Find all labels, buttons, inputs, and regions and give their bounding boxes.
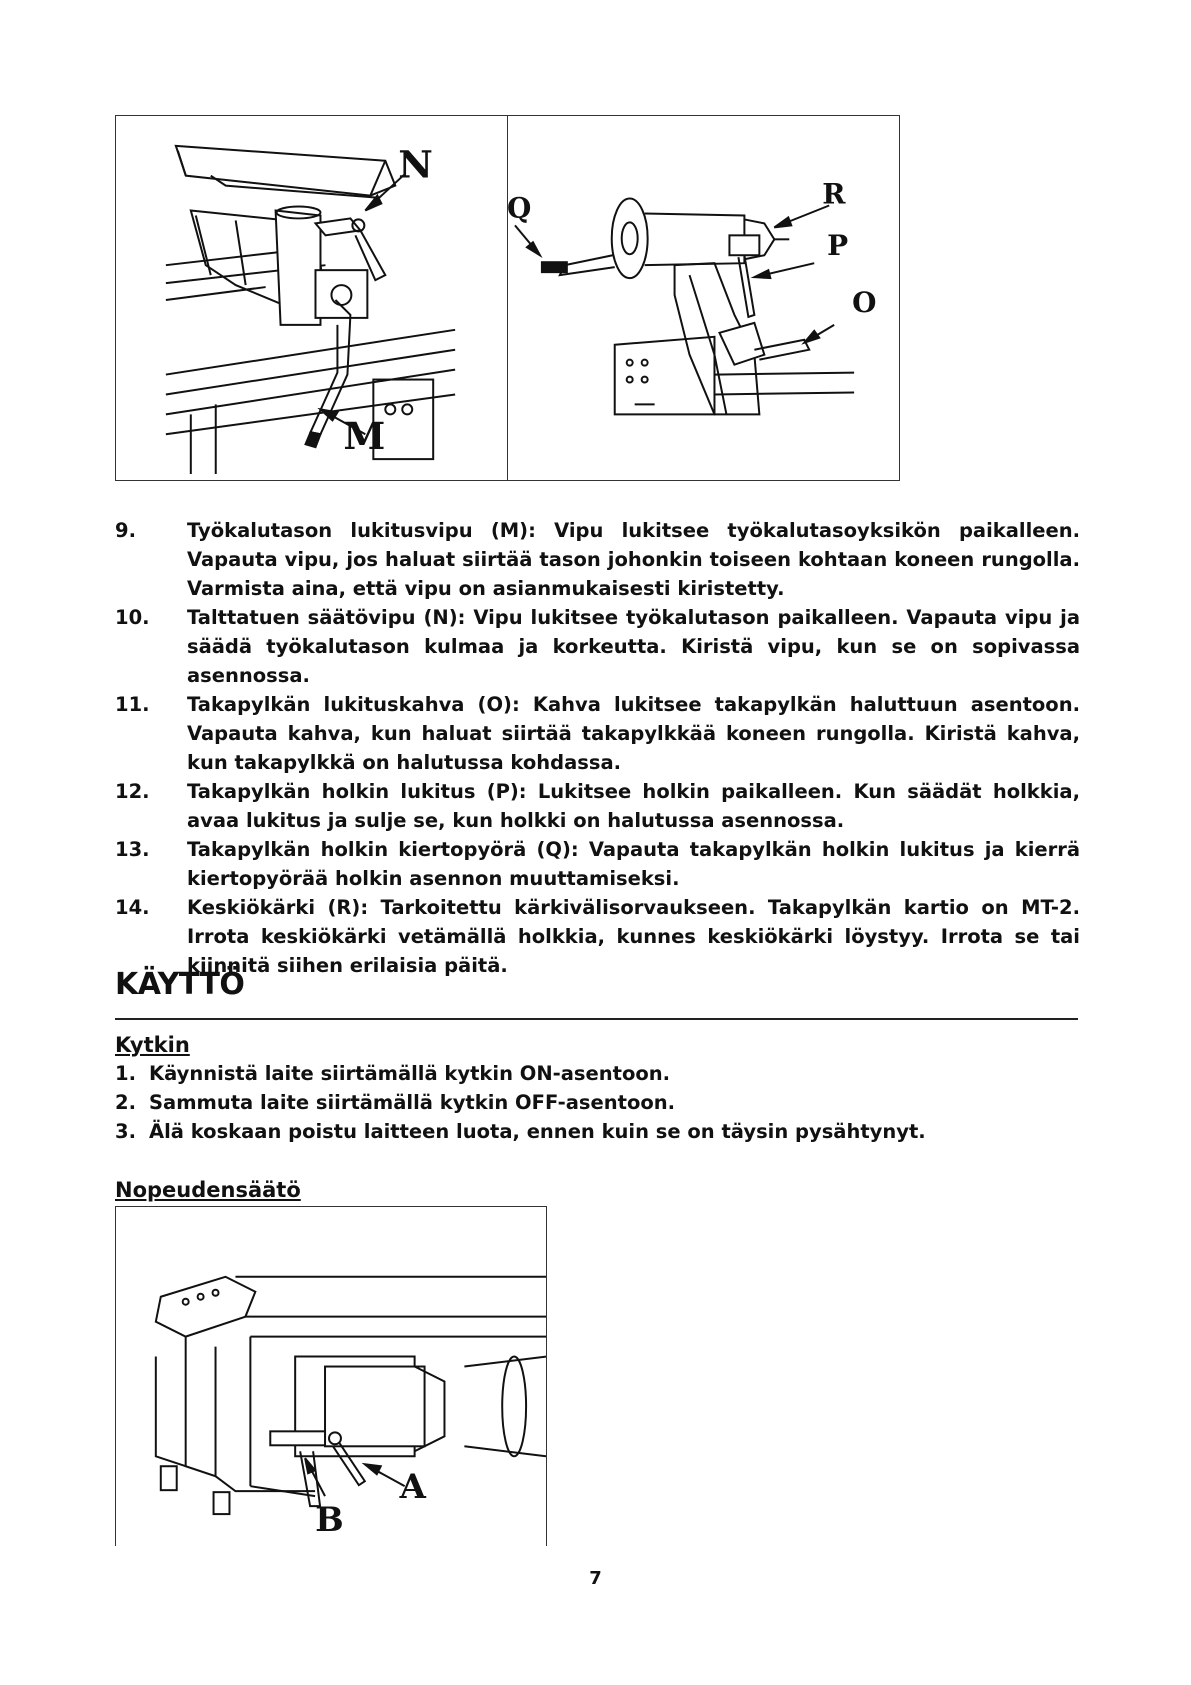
item-text: Työkalutason lukitusvipu (M): Vipu lukitsee työkalutasoyksikön paikalleen. Vapauta vipu, jos haluat siirtää tason johonkin toiseen kohtaan koneen rungolla. Varmista aina, että vipu on asianmukaisesti kiristetty. xyxy=(187,519,1080,600)
item-number: 13. xyxy=(115,838,150,861)
item-number: 12. xyxy=(115,780,150,803)
label-N: N xyxy=(398,141,433,187)
step-number: 3. xyxy=(115,1120,136,1143)
list-item xyxy=(115,777,1080,835)
list-item xyxy=(115,893,1080,980)
label-M: M xyxy=(343,413,386,459)
list-item xyxy=(115,516,1080,603)
toolrest-drawing xyxy=(166,142,455,474)
label-A: A xyxy=(399,1466,426,1507)
page-number: 7 xyxy=(589,1568,602,1589)
label-P: P xyxy=(827,229,849,263)
tailstock-drawing xyxy=(507,178,876,415)
step-text: Älä koskaan poistu laitteen luota, ennen kuin se on täysin pysähtynyt. xyxy=(149,1120,926,1143)
list-item xyxy=(115,1117,1015,1146)
item-text: Keskiökärki (R): Tarkoitettu kärkivälisorvaukseen. Takapylkän kartio on MT-2. Irrota keskiökärki vetämällä holkkia, kunnes keskiökärki löystyy. Irrota se tai kiinnitä siihen erilaisia päitä. xyxy=(187,896,1080,977)
list-item xyxy=(115,1088,1015,1117)
item-text: Talttatuen säätövipu (N): Vipu lukitsee työkalutason paikalleen. Vapauta vipu ja säädä työkalutason kulmaa ja korkeutta. Kiristä vipu, kun se on sopivassa asennossa. xyxy=(187,606,1080,687)
step-number: 1. xyxy=(115,1062,136,1085)
step-number: 2. xyxy=(115,1091,136,1114)
list-item xyxy=(115,603,1080,690)
figure-speed-control xyxy=(115,1206,547,1546)
item-number: 10. xyxy=(115,606,150,629)
label-Q: Q xyxy=(507,191,532,225)
figure-toolrest-tailstock xyxy=(115,115,900,481)
section-title: KÄYTTÖ xyxy=(115,967,245,1002)
section-divider xyxy=(115,1018,1078,1020)
switch-heading: Kytkin xyxy=(115,1033,190,1057)
item-number: 11. xyxy=(115,693,150,716)
speed-heading: Nopeudensäätö xyxy=(115,1178,301,1202)
item-number: 14. xyxy=(115,896,150,919)
item-text: Takapylkän lukituskahva (O): Kahva lukitsee takapylkän haluttuun asentoon. Vapauta kahva, kun haluat siirtää takapylkkää koneen rungolla. Kiristä kahva, kun takapylkkä on halutussa kohdassa. xyxy=(187,693,1080,774)
step-text: Käynnistä laite siirtämällä kytkin ON-asentoon. xyxy=(149,1062,671,1085)
switch-steps xyxy=(115,1059,1015,1146)
list-item xyxy=(115,1059,1015,1088)
list-item xyxy=(115,690,1080,777)
item-text: Takapylkän holkin lukitus (P): Lukitsee holkin paikalleen. Kun säädät holkkia, avaa lukitus ja sulje se, kun holkki on halutussa asennossa. xyxy=(187,780,1080,832)
label-R: R xyxy=(822,177,846,211)
parts-description-list xyxy=(115,516,1080,980)
item-text: Takapylkän holkin kiertopyörä (Q): Vapauta takapylkän holkin lukitus ja kierrä kiertopyörää holkin asennon muuttamiseksi. xyxy=(187,838,1080,890)
item-number: 9. xyxy=(115,519,136,542)
step-text: Sammuta laite siirtämällä kytkin OFF-asentoon. xyxy=(149,1091,676,1114)
label-B: B xyxy=(315,1499,344,1540)
list-item xyxy=(115,835,1080,893)
label-O: O xyxy=(852,285,877,319)
